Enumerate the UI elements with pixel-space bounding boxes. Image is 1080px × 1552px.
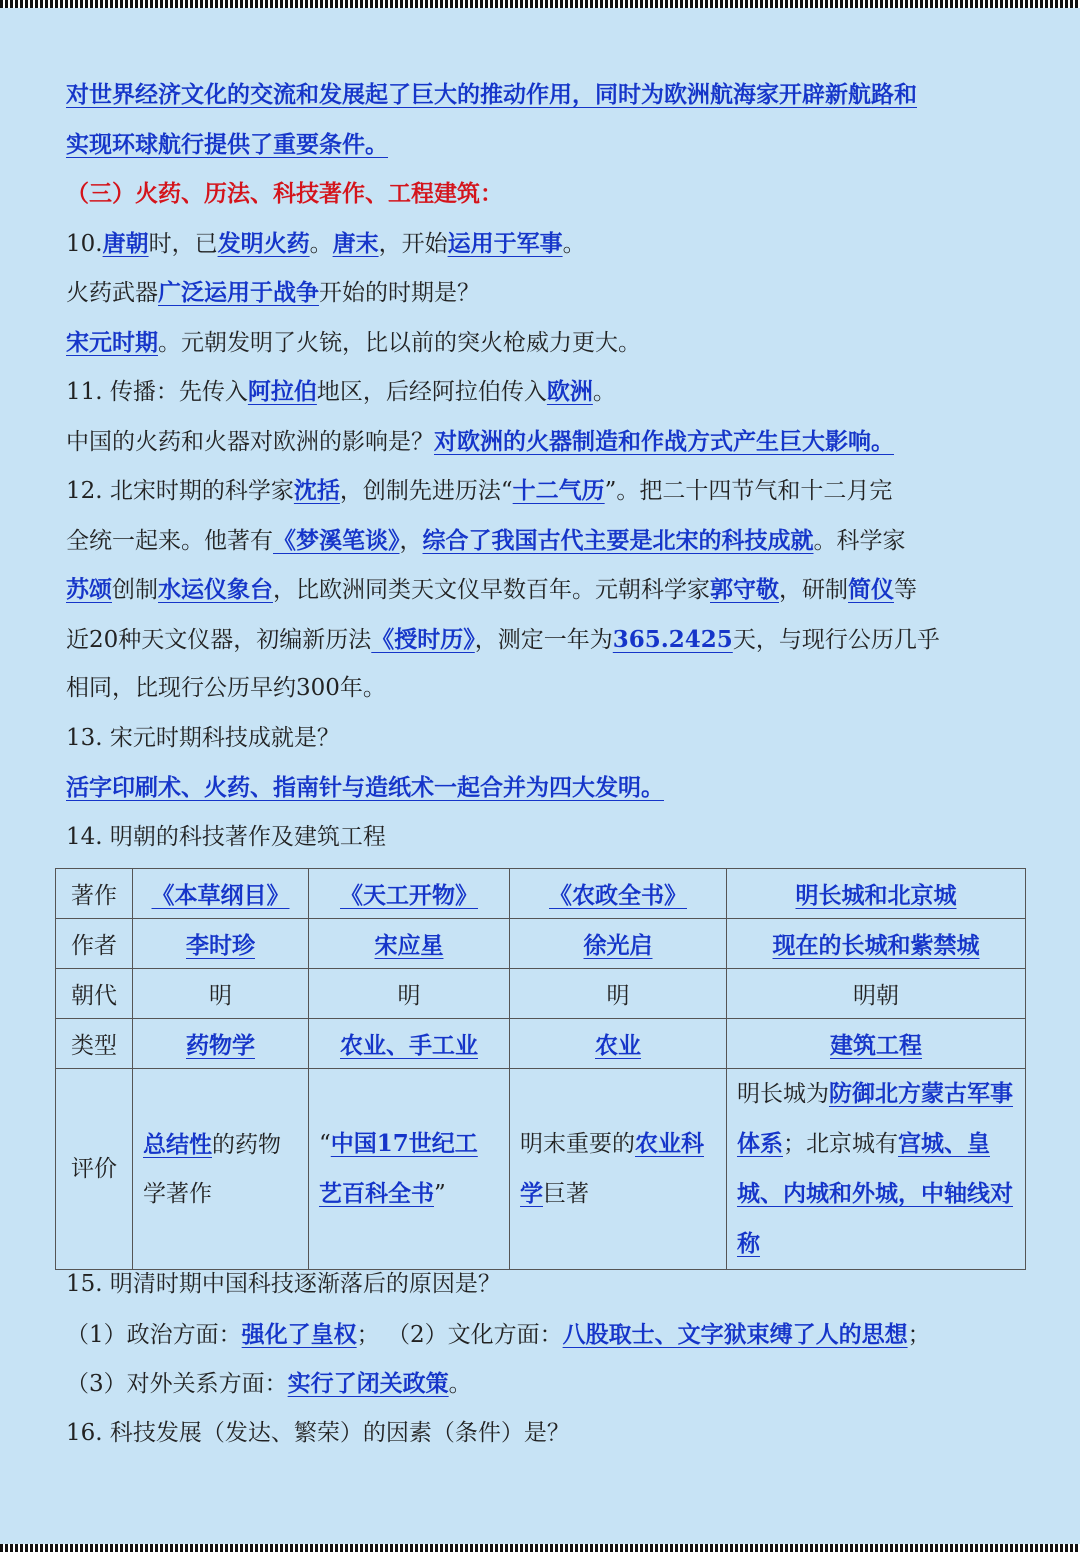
- intro-line-1: 对世界经济文化的交流和发展起了巨大的推动作用，同时为欧洲航海家开辟新航路和: [66, 81, 917, 108]
- q13-answer: 活字印刷术、火药、指南针与造纸术一起合并为四大发明。: [66, 774, 664, 801]
- table-cell: 《天工开物》: [309, 869, 510, 919]
- table-row: [56, 1069, 1026, 1270]
- table-cell: 农业: [510, 1019, 727, 1069]
- row-label: 著作: [56, 869, 133, 919]
- table-cell: 宋应星: [309, 919, 510, 969]
- decorative-bottom-border: [0, 1544, 1080, 1552]
- q11-question: 中国的火药和火器对欧洲的影响是？对欧洲的火器制造和作战方式产生巨大影响。: [66, 427, 894, 455]
- table-cell: 明: [309, 969, 510, 1019]
- q14-title: 14. 明朝的科技著作及建筑工程: [66, 823, 386, 850]
- table-row: [56, 919, 1026, 969]
- q10-question: 火药武器广泛运用于战争开始的时期是？: [66, 279, 480, 306]
- q12-line-3: 苏颂创制水运仪象台，比欧洲同类天文仪早数百年。元朝科学家郭守敬，研制简仪等: [66, 576, 917, 603]
- q12-line-1: 12. 北宋时期的科学家沈括，创制先进历法“十二气历”。把二十四节气和十二月完: [66, 477, 893, 504]
- table-cell: 总结性的药物学著作: [133, 1069, 309, 1270]
- table-cell: 《本草纲目》: [133, 869, 309, 919]
- q16-question: 16. 科技发展（发达、繁荣）的因素（条件）是？: [66, 1419, 570, 1446]
- lower-section: [66, 1260, 1016, 1458]
- row-label: 作者: [56, 919, 133, 969]
- ming-science-table: [55, 868, 1026, 1270]
- q13-question: 13. 宋元时期科技成就是？: [66, 724, 340, 751]
- table-cell: 药物学: [133, 1019, 309, 1069]
- table-cell: 明朝: [727, 969, 1026, 1019]
- table-cell: 明末重要的农业科学巨著: [510, 1069, 727, 1270]
- table-cell: 《农政全书》: [510, 869, 727, 919]
- table-cell: 明: [510, 969, 727, 1019]
- table-cell: 现在的长城和紫禁城: [727, 919, 1026, 969]
- row-label: 类型: [56, 1019, 133, 1069]
- q10-answer: 宋元时期。元朝发明了火铳，比以前的突火枪威力更大。: [66, 328, 641, 356]
- decorative-top-border: [0, 0, 1080, 8]
- table-row: [56, 1019, 1026, 1069]
- q15-line-2: （3）对外关系方面：实行了闭关政策。: [66, 1370, 472, 1397]
- table-row: [56, 969, 1026, 1019]
- table-cell: 徐光启: [510, 919, 727, 969]
- table-cell: 明长城为防御北方蒙古军事体系；北京城有宫城、皇城、内城和外城，中轴线对称: [727, 1069, 1026, 1270]
- q12-line-4: 近20种天文仪器，初编新历法《授时历》，测定一年为365.2425天，与现行公历几乎: [66, 625, 940, 653]
- section-heading: （三）火药、历法、科技著作、工程建筑：: [66, 180, 503, 207]
- table-cell: 明长城和北京城: [727, 869, 1026, 919]
- table-row: [56, 869, 1026, 919]
- q12-line-2: 全统一起来。他著有《梦溪笔谈》，综合了我国古代主要是北宋的科技成就。科学家: [66, 526, 906, 554]
- table-cell: 明: [133, 969, 309, 1019]
- row-label: 评价: [56, 1069, 133, 1270]
- table-cell: “中国17世纪工艺百科全书”: [309, 1069, 510, 1270]
- table-cell: 建筑工程: [727, 1019, 1026, 1069]
- row-label: 朝代: [56, 969, 133, 1019]
- table-cell: 李时珍: [133, 919, 309, 969]
- intro-line-2: 实现环球航行提供了重要条件。: [66, 130, 388, 158]
- table-cell: 农业、手工业: [309, 1019, 510, 1069]
- q15-question: 15. 明清时期中国科技逐渐落后的原因是？: [66, 1271, 501, 1297]
- q11-line: 11. 传播：先传入阿拉伯地区，后经阿拉伯传入欧洲。: [66, 378, 616, 405]
- q10-line: 10.唐朝时，已发明火药。唐末，开始运用于军事。: [66, 229, 586, 257]
- q15-line-1: （1）政治方面：强化了皇权； （2）文化方面：八股取士、文字狱束缚了人的思想；: [66, 1320, 931, 1348]
- q12-line-5: 相同，比现行公历早约300年。: [66, 675, 386, 701]
- document-body: [66, 70, 1016, 862]
